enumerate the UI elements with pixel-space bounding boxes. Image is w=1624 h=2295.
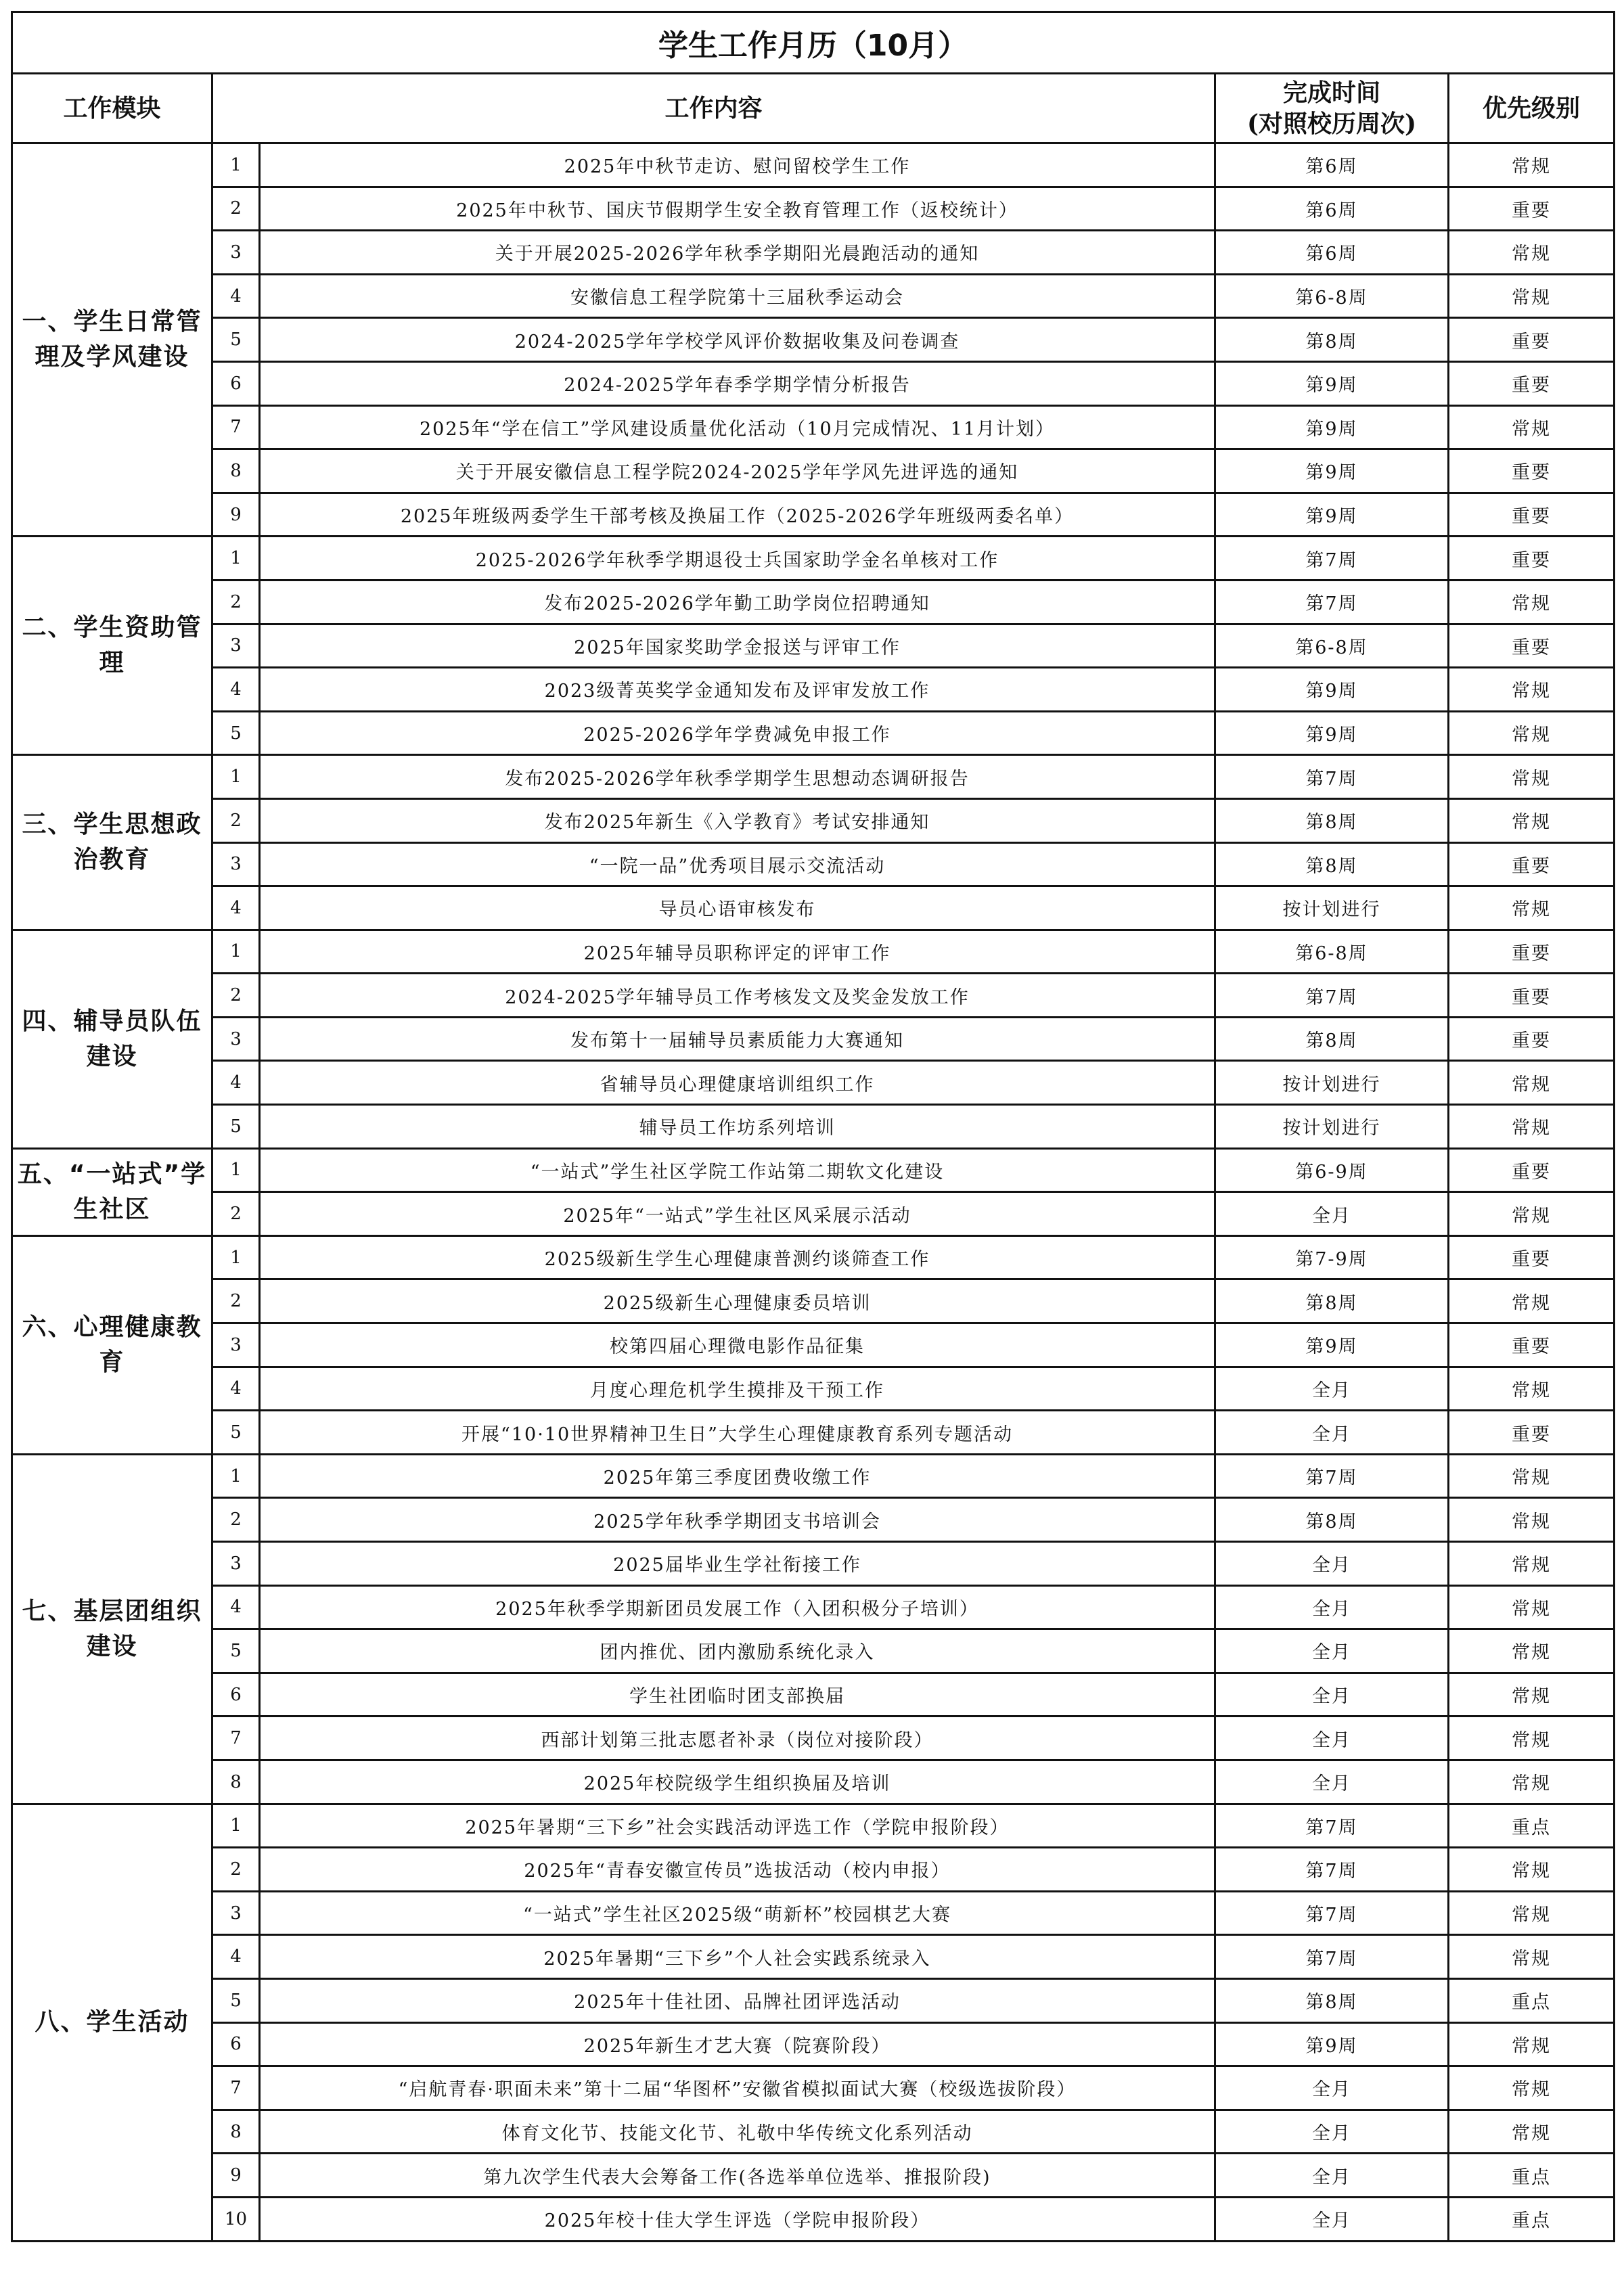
item-content: 2025年暑期“三下乡”社会实践活动评选工作（学院申报阶段） [260,1804,1215,1848]
module-name: 六、心理健康教育 [12,1235,212,1454]
table-row [12,1978,1615,2022]
item-number: 1 [212,1148,260,1192]
item-time: 第6-8周 [1215,624,1449,668]
item-priority: 常规 [1449,755,1615,799]
item-time: 全月 [1215,1760,1449,1804]
item-priority: 重要 [1449,1323,1615,1367]
table-row [12,1279,1615,1323]
table-row [12,449,1615,493]
item-content: 2025级新生心理健康委员培训 [260,1279,1215,1323]
item-priority: 重要 [1449,187,1615,231]
item-number: 4 [212,886,260,930]
item-time: 全月 [1215,2110,1449,2154]
header-priority: 优先级别 [1449,74,1615,143]
item-priority: 常规 [1449,1760,1615,1804]
item-content: 2025-2026学年秋季学期退役士兵国家助学金名单核对工作 [260,537,1215,581]
item-number: 1 [212,1454,260,1498]
item-content: 安徽信息工程学院第十三届秋季运动会 [260,274,1215,318]
item-priority: 常规 [1449,1279,1615,1323]
table-row [12,1105,1615,1149]
item-priority: 重要 [1449,1017,1615,1061]
item-time: 第7-9周 [1215,1235,1449,1279]
table-row [12,2197,1615,2241]
item-priority: 常规 [1449,1542,1615,1586]
table-row [12,1061,1615,1105]
item-number: 3 [212,624,260,668]
item-time: 全月 [1215,1673,1449,1717]
table-row [12,1235,1615,1279]
item-priority: 常规 [1449,1673,1615,1717]
item-number: 1 [212,537,260,581]
table-row [12,624,1615,668]
item-priority: 常规 [1449,1629,1615,1673]
item-content: 2025届毕业生学社衔接工作 [260,1542,1215,1586]
table-row [12,1935,1615,1979]
item-time: 全月 [1215,2154,1449,2198]
item-number: 2 [212,580,260,624]
item-number: 5 [212,1411,260,1455]
item-number: 3 [212,1542,260,1586]
item-priority: 重要 [1449,318,1615,362]
item-content: 关于开展2025-2026学年秋季学期阳光晨跑活动的通知 [260,231,1215,275]
item-number: 1 [212,1804,260,1848]
item-content: 2025年中秋节、国庆节假期学生安全教育管理工作（返校统计） [260,187,1215,231]
item-content: 2025年中秋节走访、慰问留校学生工作 [260,143,1215,187]
item-time: 第9周 [1215,449,1449,493]
item-content: 2025年秋季学期新团员发展工作（入团积极分子培训） [260,1585,1215,1629]
item-time: 第7周 [1215,1935,1449,1979]
item-content: “一站式”学生社区学院工作站第二期软文化建设 [260,1148,1215,1192]
item-content: 2023级菁英奖学金通知发布及评审发放工作 [260,668,1215,712]
table-row [12,537,1615,581]
item-number: 4 [212,1585,260,1629]
item-number: 6 [212,361,260,405]
item-content: 西部计划第三批志愿者补录（岗位对接阶段） [260,1717,1215,1760]
item-time: 第8周 [1215,798,1449,842]
item-number: 2 [212,187,260,231]
table-row [12,2066,1615,2110]
item-content: 2025年“青春安徽宣传员”选拔活动（校内申报） [260,1848,1215,1892]
item-number: 9 [212,493,260,537]
item-number: 7 [212,405,260,449]
item-priority: 常规 [1449,1935,1615,1979]
table-row [12,1848,1615,1892]
item-content: 体育文化节、技能文化节、礼敬中华传统文化系列活动 [260,2110,1215,2154]
item-number: 2 [212,1498,260,1542]
item-content: 2025年第三季度团费收缴工作 [260,1454,1215,1498]
item-number: 2 [212,798,260,842]
table-row [12,1498,1615,1542]
table-row [12,974,1615,1018]
item-number: 8 [212,449,260,493]
item-priority: 常规 [1449,711,1615,755]
item-priority: 常规 [1449,143,1615,187]
item-content: 发布2025-2026学年秋季学期学生思想动态调研报告 [260,755,1215,799]
item-number: 10 [212,2197,260,2241]
item-time: 第7周 [1215,1891,1449,1935]
item-time: 按计划进行 [1215,886,1449,930]
item-content: 发布2025-2026学年勤工助学岗位招聘通知 [260,580,1215,624]
item-content: 发布2025年新生《入学教育》考试安排通知 [260,798,1215,842]
item-number: 4 [212,1935,260,1979]
item-time: 第9周 [1215,711,1449,755]
item-time: 第6周 [1215,187,1449,231]
item-time: 全月 [1215,1585,1449,1629]
table-row [12,1673,1615,1717]
item-time: 第9周 [1215,361,1449,405]
item-number: 3 [212,842,260,886]
item-time: 按计划进行 [1215,1105,1449,1149]
item-content: 2025年新生才艺大赛（院赛阶段） [260,2022,1215,2066]
table-row [12,886,1615,930]
item-time: 全月 [1215,1542,1449,1586]
item-time: 第9周 [1215,405,1449,449]
item-content: 2025年十佳社团、品牌社团评选活动 [260,1978,1215,2022]
table-row [12,231,1615,275]
table-row [12,842,1615,886]
table-row [12,798,1615,842]
item-number: 3 [212,231,260,275]
item-content: 关于开展安徽信息工程学院2024-2025学年学风先进评选的通知 [260,449,1215,493]
item-number: 4 [212,1367,260,1411]
item-number: 1 [212,1235,260,1279]
item-time: 第7周 [1215,1804,1449,1848]
table-row [12,1585,1615,1629]
table-row [12,143,1615,187]
item-content: 学生社团临时团支部换届 [260,1673,1215,1717]
item-priority: 重要 [1449,974,1615,1018]
table-row [12,274,1615,318]
item-number: 6 [212,1673,260,1717]
item-content: 开展“10·10世界精神卫生日”大学生心理健康教育系列专题活动 [260,1411,1215,1455]
item-priority: 常规 [1449,798,1615,842]
item-number: 9 [212,2154,260,2198]
item-priority: 常规 [1449,1717,1615,1760]
item-number: 1 [212,755,260,799]
item-time: 全月 [1215,2197,1449,2241]
item-priority: 常规 [1449,1498,1615,1542]
item-number: 3 [212,1891,260,1935]
item-content: 2025级新生学生心理健康普测约谈筛查工作 [260,1235,1215,1279]
item-number: 6 [212,2022,260,2066]
module-name: 二、学生资助管理 [12,537,212,755]
item-time: 全月 [1215,2066,1449,2110]
item-time: 第8周 [1215,842,1449,886]
table-row [12,1542,1615,1586]
item-content: 2025学年秋季学期团支书培训会 [260,1498,1215,1542]
item-number: 5 [212,1978,260,2022]
item-content: 2025年国家奖助学金报送与评审工作 [260,624,1215,668]
item-time: 第8周 [1215,1017,1449,1061]
item-time: 全月 [1215,1629,1449,1673]
table-row [12,2154,1615,2198]
header-content: 工作内容 [212,74,1215,143]
item-number: 2 [212,1848,260,1892]
table-row [12,1017,1615,1061]
item-content: 2025年班级两委学生干部考核及换届工作（2025-2026学年班级两委名单） [260,493,1215,537]
table-row [12,711,1615,755]
item-priority: 常规 [1449,668,1615,712]
item-time: 第8周 [1215,1978,1449,2022]
table-row [12,930,1615,974]
item-content: 2025年“学在信工”学风建设质量优化活动（10月完成情况、11月计划） [260,405,1215,449]
item-time: 第9周 [1215,668,1449,712]
item-content: 2025年辅导员职称评定的评审工作 [260,930,1215,974]
item-priority: 常规 [1449,405,1615,449]
item-number: 4 [212,1061,260,1105]
table-row [12,1323,1615,1367]
table-row [12,2022,1615,2066]
work-calendar-table [11,11,1615,2242]
item-number: 2 [212,1279,260,1323]
item-number: 4 [212,668,260,712]
table-row [12,1629,1615,1673]
table-row [12,1454,1615,1498]
item-time: 第7周 [1215,580,1449,624]
item-number: 8 [212,2110,260,2154]
item-priority: 常规 [1449,1454,1615,1498]
item-time: 第6-9周 [1215,1148,1449,1192]
table-row [12,1891,1615,1935]
item-time: 全月 [1215,1192,1449,1236]
item-priority: 常规 [1449,580,1615,624]
item-time: 第8周 [1215,1279,1449,1323]
item-priority: 重要 [1449,361,1615,405]
item-priority: 常规 [1449,2110,1615,2154]
item-priority: 常规 [1449,274,1615,318]
item-priority: 重要 [1449,1148,1615,1192]
item-content: 2024-2025学年学校学风评价数据收集及问卷调查 [260,318,1215,362]
item-number: 5 [212,1105,260,1149]
item-content: 团内推优、团内激励系统化录入 [260,1629,1215,1673]
item-number: 1 [212,143,260,187]
table-row [12,1411,1615,1455]
table-body [12,143,1615,2242]
item-priority: 重要 [1449,1411,1615,1455]
item-priority: 重要 [1449,930,1615,974]
item-number: 2 [212,1192,260,1236]
table-row [12,405,1615,449]
item-priority: 重点 [1449,2154,1615,2198]
module-name: 一、学生日常管理及学风建设 [12,143,212,537]
item-priority: 常规 [1449,1848,1615,1892]
item-content: 月度心理危机学生摸排及干预工作 [260,1367,1215,1411]
item-priority: 重要 [1449,449,1615,493]
item-priority: 重要 [1449,842,1615,886]
item-priority: 重要 [1449,1235,1615,1279]
item-number: 7 [212,1717,260,1760]
item-time: 第8周 [1215,1498,1449,1542]
module-name: 七、基层团组织建设 [12,1454,212,1804]
header-time-line2: (对照校历周次) [1246,110,1417,138]
item-content: “一院一品”优秀项目展示交流活动 [260,842,1215,886]
item-priority: 常规 [1449,1891,1615,1935]
item-content: 2024-2025学年春季学期学情分析报告 [260,361,1215,405]
item-number: 3 [212,1323,260,1367]
item-time: 第6周 [1215,143,1449,187]
item-number: 2 [212,974,260,1018]
module-name: 三、学生思想政治教育 [12,755,212,930]
item-priority: 常规 [1449,1192,1615,1236]
table-row [12,668,1615,712]
item-content: 导员心语审核发布 [260,886,1215,930]
item-number: 5 [212,711,260,755]
item-time: 第9周 [1215,2022,1449,2066]
item-content: 2025年校院级学生组织换届及培训 [260,1760,1215,1804]
item-time: 第7周 [1215,1454,1449,1498]
item-priority: 常规 [1449,1105,1615,1149]
item-priority: 重要 [1449,537,1615,581]
item-time: 第6周 [1215,231,1449,275]
item-content: 2025年校十佳大学生评选（学院申报阶段） [260,2197,1215,2241]
table-row [12,580,1615,624]
item-content: 校第四届心理微电影作品征集 [260,1323,1215,1367]
item-priority: 重点 [1449,1804,1615,1848]
item-number: 5 [212,318,260,362]
header-module: 工作模块 [12,74,212,143]
item-number: 4 [212,274,260,318]
table-row [12,755,1615,799]
item-time: 按计划进行 [1215,1061,1449,1105]
table-row [12,361,1615,405]
table-title: 学生工作月历（10月） [12,12,1615,74]
table-row [12,318,1615,362]
item-content: 第九次学生代表大会筹备工作(各选举单位选举、推报阶段) [260,2154,1215,2198]
table-row [12,493,1615,537]
item-number: 8 [212,1760,260,1804]
item-number: 5 [212,1629,260,1673]
item-time: 第9周 [1215,1323,1449,1367]
item-number: 7 [212,2066,260,2110]
item-content: 辅导员工作坊系列培训 [260,1105,1215,1149]
item-content: 省辅导员心理健康培训组织工作 [260,1061,1215,1105]
table-row [12,2110,1615,2154]
item-content: “一站式”学生社区2025级“萌新杯”校园棋艺大赛 [260,1891,1215,1935]
module-name: 五、“一站式”学生社区 [12,1148,212,1235]
module-name: 四、辅导员队伍建设 [12,930,212,1148]
item-content: 2025-2026学年学费减免申报工作 [260,711,1215,755]
table-row [12,1804,1615,1848]
item-time: 第7周 [1215,755,1449,799]
item-priority: 重点 [1449,1978,1615,2022]
item-time: 第7周 [1215,1848,1449,1892]
item-content: 发布第十一届辅导员素质能力大赛通知 [260,1017,1215,1061]
table-row [12,1717,1615,1760]
table-row [12,1192,1615,1236]
header-time [1215,74,1449,143]
item-number: 1 [212,930,260,974]
module-name: 八、学生活动 [12,1804,212,2241]
item-content: 2025年暑期“三下乡”个人社会实践系统录入 [260,1935,1215,1979]
item-time: 全月 [1215,1367,1449,1411]
item-number: 3 [212,1017,260,1061]
item-priority: 常规 [1449,886,1615,930]
item-priority: 常规 [1449,2066,1615,2110]
item-priority: 重点 [1449,2197,1615,2241]
item-time: 第6-8周 [1215,274,1449,318]
item-time: 全月 [1215,1717,1449,1760]
item-time: 第7周 [1215,974,1449,1018]
header-time-line1: 完成时间 [1282,78,1380,107]
item-time: 第9周 [1215,493,1449,537]
item-priority: 常规 [1449,2022,1615,2066]
table-row [12,1367,1615,1411]
table-row [12,1148,1615,1192]
item-priority: 常规 [1449,231,1615,275]
item-priority: 重要 [1449,493,1615,537]
table-row [12,187,1615,231]
item-time: 第6-8周 [1215,930,1449,974]
item-priority: 常规 [1449,1367,1615,1411]
item-time: 第7周 [1215,537,1449,581]
item-priority: 常规 [1449,1585,1615,1629]
item-content: 2024-2025学年辅导员工作考核发文及奖金发放工作 [260,974,1215,1018]
item-priority: 常规 [1449,1061,1615,1105]
table-row [12,1760,1615,1804]
item-content: “启航青春·职面未来”第十二届“华图杯”安徽省模拟面试大赛（校级选拔阶段） [260,2066,1215,2110]
item-content: 2025年“一站式”学生社区风采展示活动 [260,1192,1215,1236]
item-priority: 重要 [1449,624,1615,668]
item-time: 第8周 [1215,318,1449,362]
item-time: 全月 [1215,1411,1449,1455]
